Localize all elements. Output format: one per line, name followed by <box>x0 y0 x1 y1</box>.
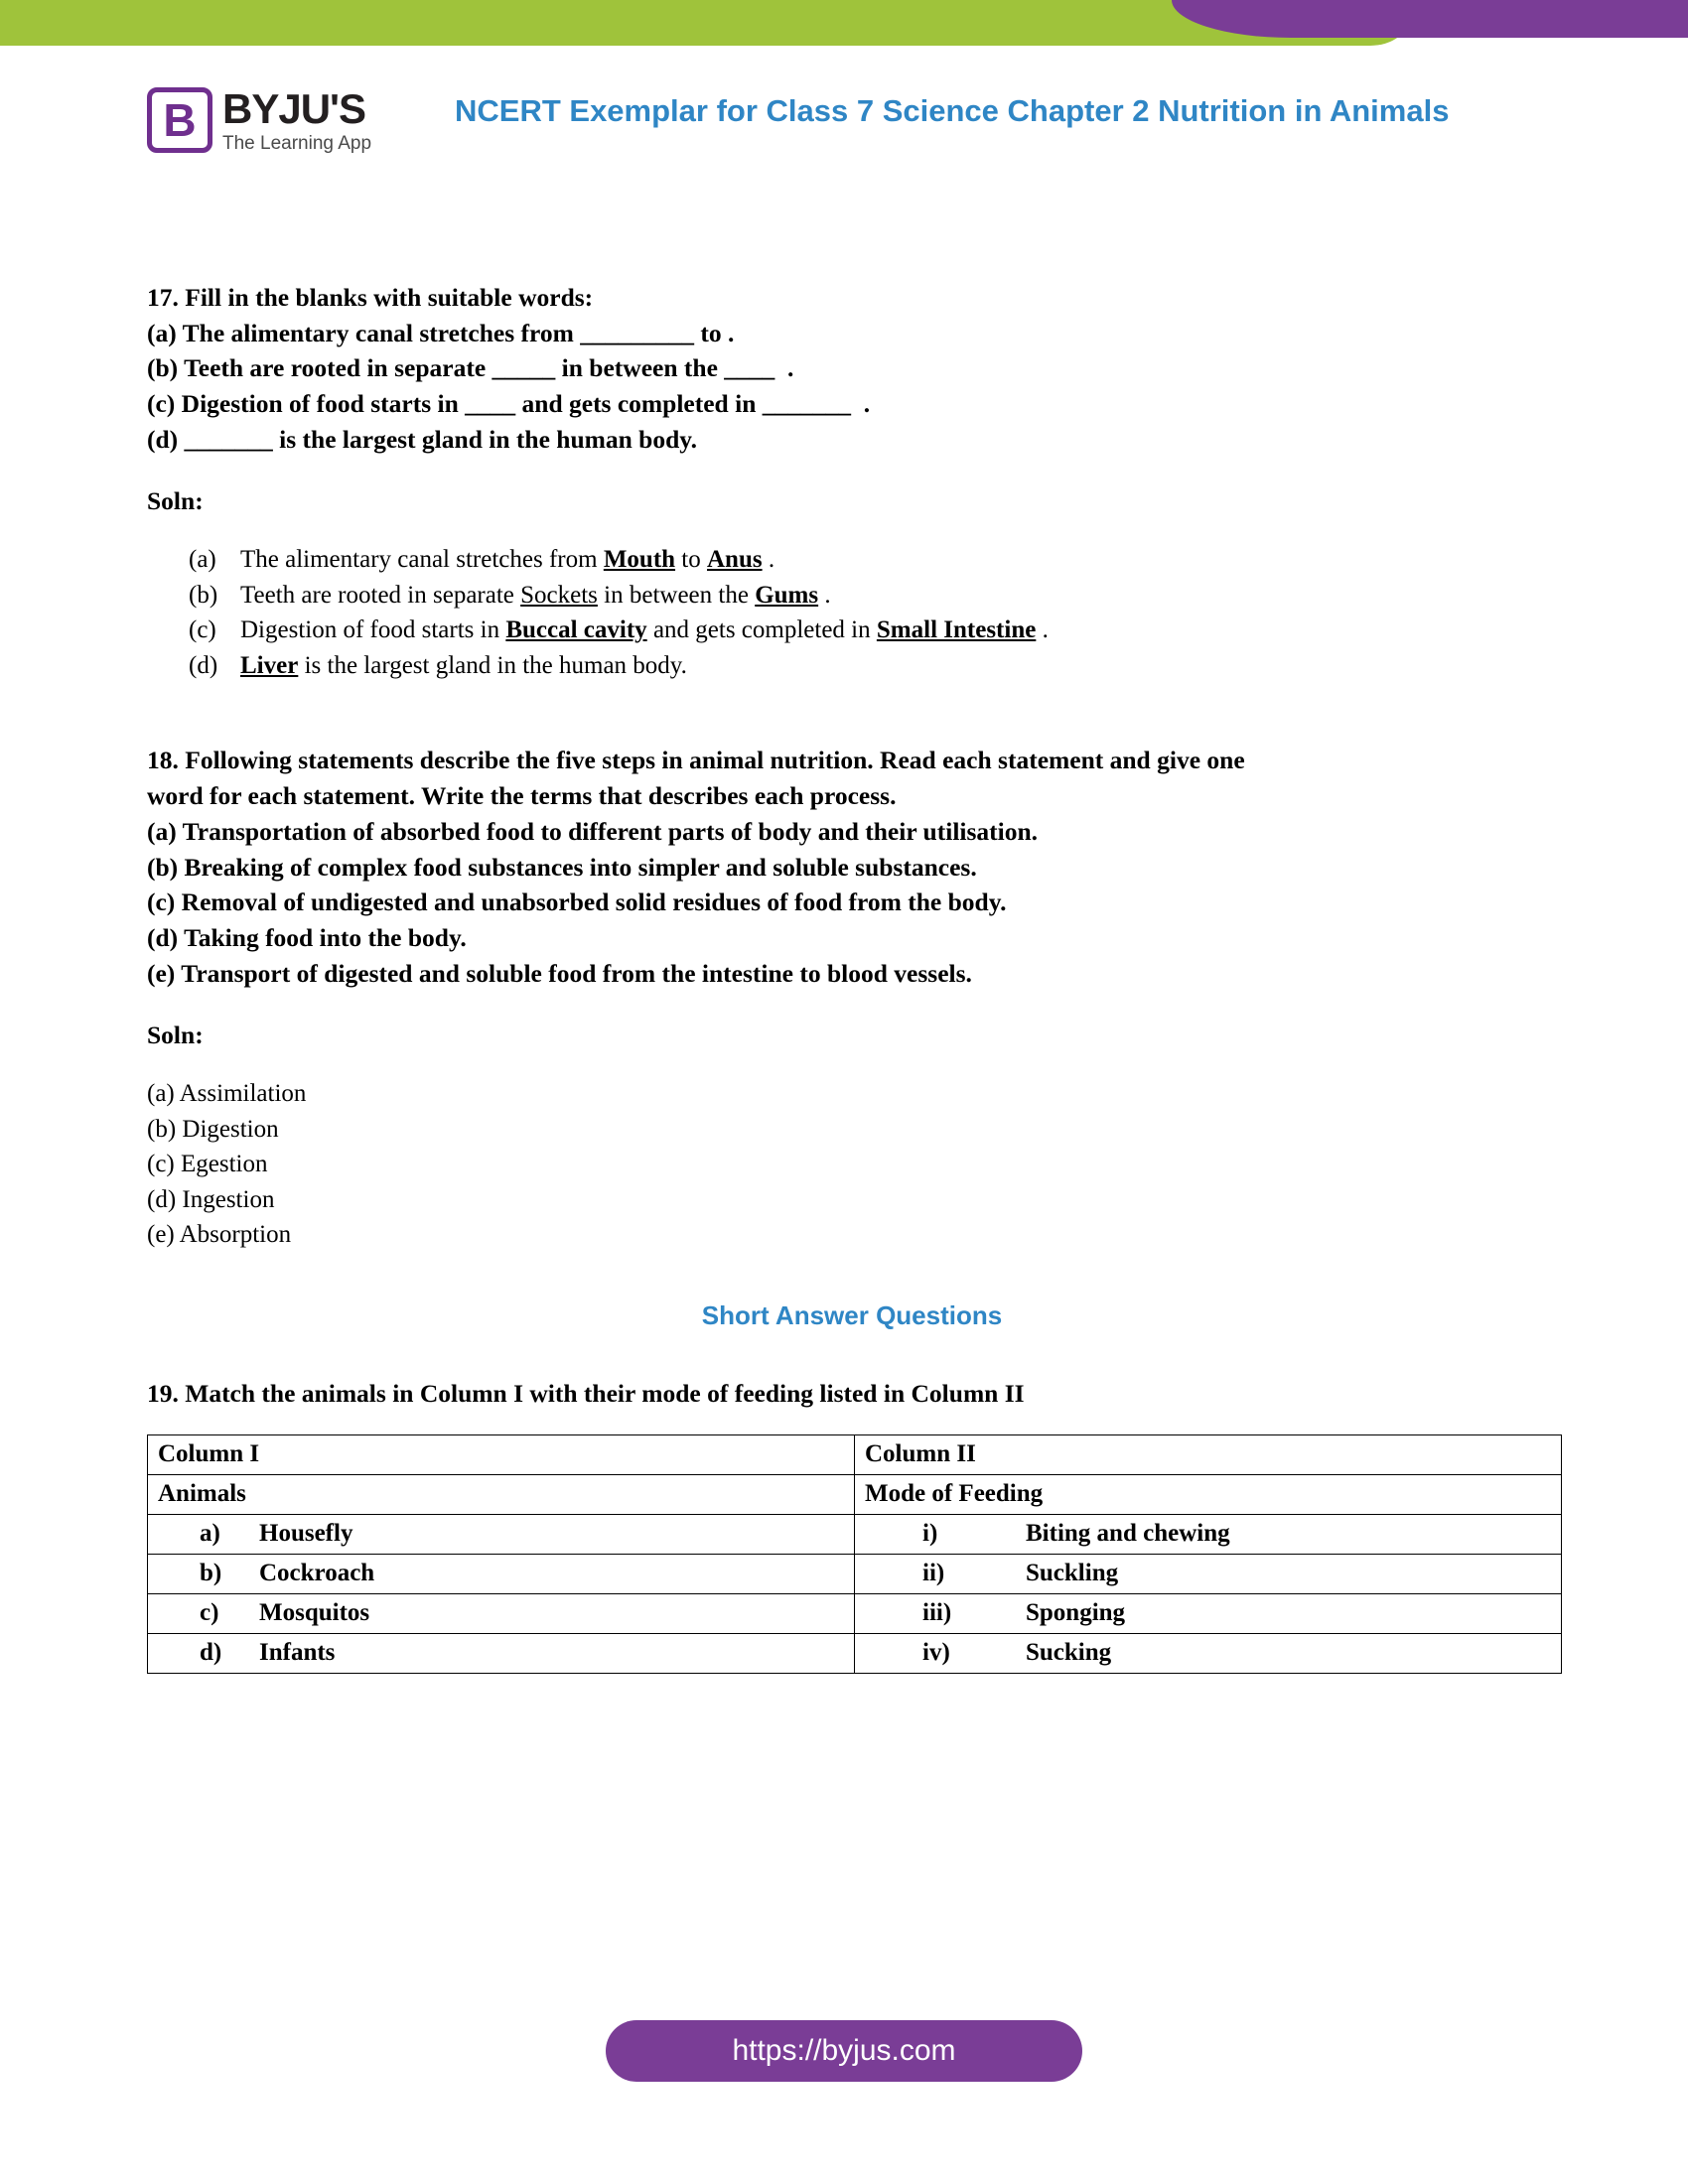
row-1-right-text: Biting and chewing <box>1026 1520 1230 1548</box>
table-row-1-left <box>148 1514 855 1554</box>
question-17 <box>147 280 1557 457</box>
table-row <box>148 1554 1562 1593</box>
answer-17-a-blank2: Anus <box>707 546 763 574</box>
answer-17-c-blank1: Buccal cavity <box>505 616 647 644</box>
answer-17-a-post: . <box>762 546 775 574</box>
table-row-1-right <box>855 1514 1562 1554</box>
question-18-stem-line1: 18. Following statements describe the five steps in animal nutrition. Read each statement and give one <box>147 746 1245 775</box>
answer-17-d-mid: is the largest gland in the human body. <box>298 651 687 679</box>
decorative-top-bars <box>0 0 1688 62</box>
section-heading-short-answer: Short Answer Questions <box>701 1299 1003 1330</box>
byjus-logo-wordmark: BYJU'S <box>222 85 366 132</box>
row-2-left-text: Cockroach <box>259 1560 375 1587</box>
question-18-part-b: (b) Breaking of complex food substances into simpler and soluble substances. <box>147 852 977 882</box>
document-content <box>147 280 1557 1674</box>
answer-17-c-blank2: Small Intestine <box>876 616 1037 644</box>
table-row-3-left <box>148 1593 855 1633</box>
answer-17-a-mid: to <box>675 546 707 574</box>
answer-18-c: (c) Egestion <box>147 1151 268 1178</box>
answer-17-b-blank2: Gums <box>755 581 819 609</box>
answer-17-b <box>189 578 1557 614</box>
question-18 <box>147 743 1557 991</box>
table-row-3-right <box>855 1593 1562 1633</box>
question-18-part-c: (c) Removal of undigested and unabsorbed solid residues of food from the body. <box>147 887 1007 917</box>
question-19-stem: 19. Match the animals in Column I with their mode of feeding listed in Column II <box>147 1378 1025 1408</box>
footer-url-button[interactable] <box>606 2020 1082 2082</box>
answer-17-c-mid: and gets completed in <box>646 616 877 644</box>
question-18-stem-line2: word for each statement. Write the terms that describes each process. <box>147 781 897 811</box>
answers-17 <box>189 542 1557 683</box>
footer-url-label: https://byjus.com <box>732 2034 956 2067</box>
table-col1-header: Column I <box>148 1434 855 1474</box>
answer-17-a-text <box>240 542 774 578</box>
question-18-part-a: (a) Transportation of absorbed food to different parts of body and their utilisation. <box>147 816 1039 846</box>
page-title: NCERT Exemplar for Class 7 Science Chapter 2 Nutrition in Animals <box>455 93 1450 128</box>
answers-18 <box>147 1076 1557 1253</box>
answer-17-d-text <box>240 648 687 684</box>
answer-17-a-blank1: Mouth <box>603 546 676 574</box>
row-4-right-text: Sucking <box>1026 1639 1112 1667</box>
question-17-stem: 17. Fill in the blanks with suitable words: <box>147 283 594 312</box>
purple-bar <box>1172 0 1688 38</box>
page-header <box>147 87 1557 155</box>
row-3-right-text: Sponging <box>1026 1599 1126 1627</box>
answer-17-c-pre: Digestion of food starts in <box>240 616 506 644</box>
answer-17-c-post: . <box>1036 616 1049 644</box>
solution-label-18: Soln: <box>147 1021 204 1050</box>
row-3-left-text: Mosquitos <box>259 1599 370 1627</box>
answer-17-a <box>189 542 1557 578</box>
answer-17-b-post: . <box>818 581 831 609</box>
solution-label-17: Soln: <box>147 486 204 516</box>
table-row-4-right <box>855 1633 1562 1673</box>
row-4-right-tag: iv) <box>922 1639 950 1667</box>
answer-17-b-pre: Teeth are rooted in separate <box>240 581 521 609</box>
row-4-left-text: Infants <box>259 1639 336 1667</box>
byjus-logo-text <box>222 87 371 155</box>
answer-17-b-blank1: Sockets <box>520 581 598 609</box>
row-1-left-text: Housefly <box>259 1520 353 1548</box>
table-col2-subheader: Mode of Feeding <box>855 1474 1562 1514</box>
table-row-2-right <box>855 1554 1562 1593</box>
answer-17-b-mid: in between the <box>597 581 756 609</box>
table-row-2-left <box>148 1554 855 1593</box>
row-1-right-tag: i) <box>922 1520 938 1548</box>
question-18-part-e: (e) Transport of digested and soluble food from the intestine to blood vessels. <box>147 958 972 988</box>
answer-17-a-pre: The alimentary canal stretches from <box>240 546 604 574</box>
question-18-part-d: (d) Taking food into the body. <box>147 922 467 952</box>
row-2-right-tag: ii) <box>922 1560 945 1587</box>
answer-17-d <box>189 648 1557 684</box>
question-17-part-a: (a) The alimentary canal stretches from _________ to . <box>147 318 735 347</box>
question-17-part-d: (d) _______ is the largest gland in the human body. <box>147 424 698 454</box>
answer-18-e: (e) Absorption <box>147 1221 292 1249</box>
row-3-right-tag: iii) <box>922 1599 952 1627</box>
row-2-right-text: Suckling <box>1026 1560 1119 1587</box>
table-col1-subheader: Animals <box>148 1474 855 1514</box>
answer-17-c <box>189 613 1557 648</box>
answer-17-b-text <box>240 578 831 614</box>
row-2-left-tag: b) <box>200 1560 222 1587</box>
table-col2-header: Column II <box>855 1434 1562 1474</box>
answer-17-d-blank1: Liver <box>240 651 299 679</box>
row-3-left-tag: c) <box>200 1599 219 1627</box>
match-table <box>147 1434 1562 1674</box>
row-1-left-tag: a) <box>200 1520 220 1548</box>
table-subheader-row <box>148 1474 1562 1514</box>
table-row <box>148 1593 1562 1633</box>
answer-17-c-tag: (c) <box>189 616 216 644</box>
byjus-logo-tagline: The Learning App <box>222 133 372 155</box>
question-17-part-b: (b) Teeth are rooted in separate _____ in between the ____ . <box>147 353 794 383</box>
table-header-row <box>148 1434 1562 1474</box>
row-4-left-tag: d) <box>200 1639 222 1667</box>
byjus-logo <box>147 87 445 155</box>
table-row <box>148 1514 1562 1554</box>
answer-18-d: (d) Ingestion <box>147 1185 275 1213</box>
table-row <box>148 1633 1562 1673</box>
answer-17-a-tag: (a) <box>189 546 216 574</box>
answer-17-d-tag: (d) <box>189 651 218 679</box>
table-row-4-left <box>148 1633 855 1673</box>
answer-18-b: (b) Digestion <box>147 1115 279 1143</box>
answer-18-a: (a) Assimilation <box>147 1080 307 1108</box>
answer-17-c-text <box>240 613 1049 648</box>
question-17-part-c: (c) Digestion of food starts in ____ and gets completed in _______ . <box>147 389 871 419</box>
answer-17-b-tag: (b) <box>189 581 218 609</box>
byjus-logo-mark: B <box>147 87 212 153</box>
